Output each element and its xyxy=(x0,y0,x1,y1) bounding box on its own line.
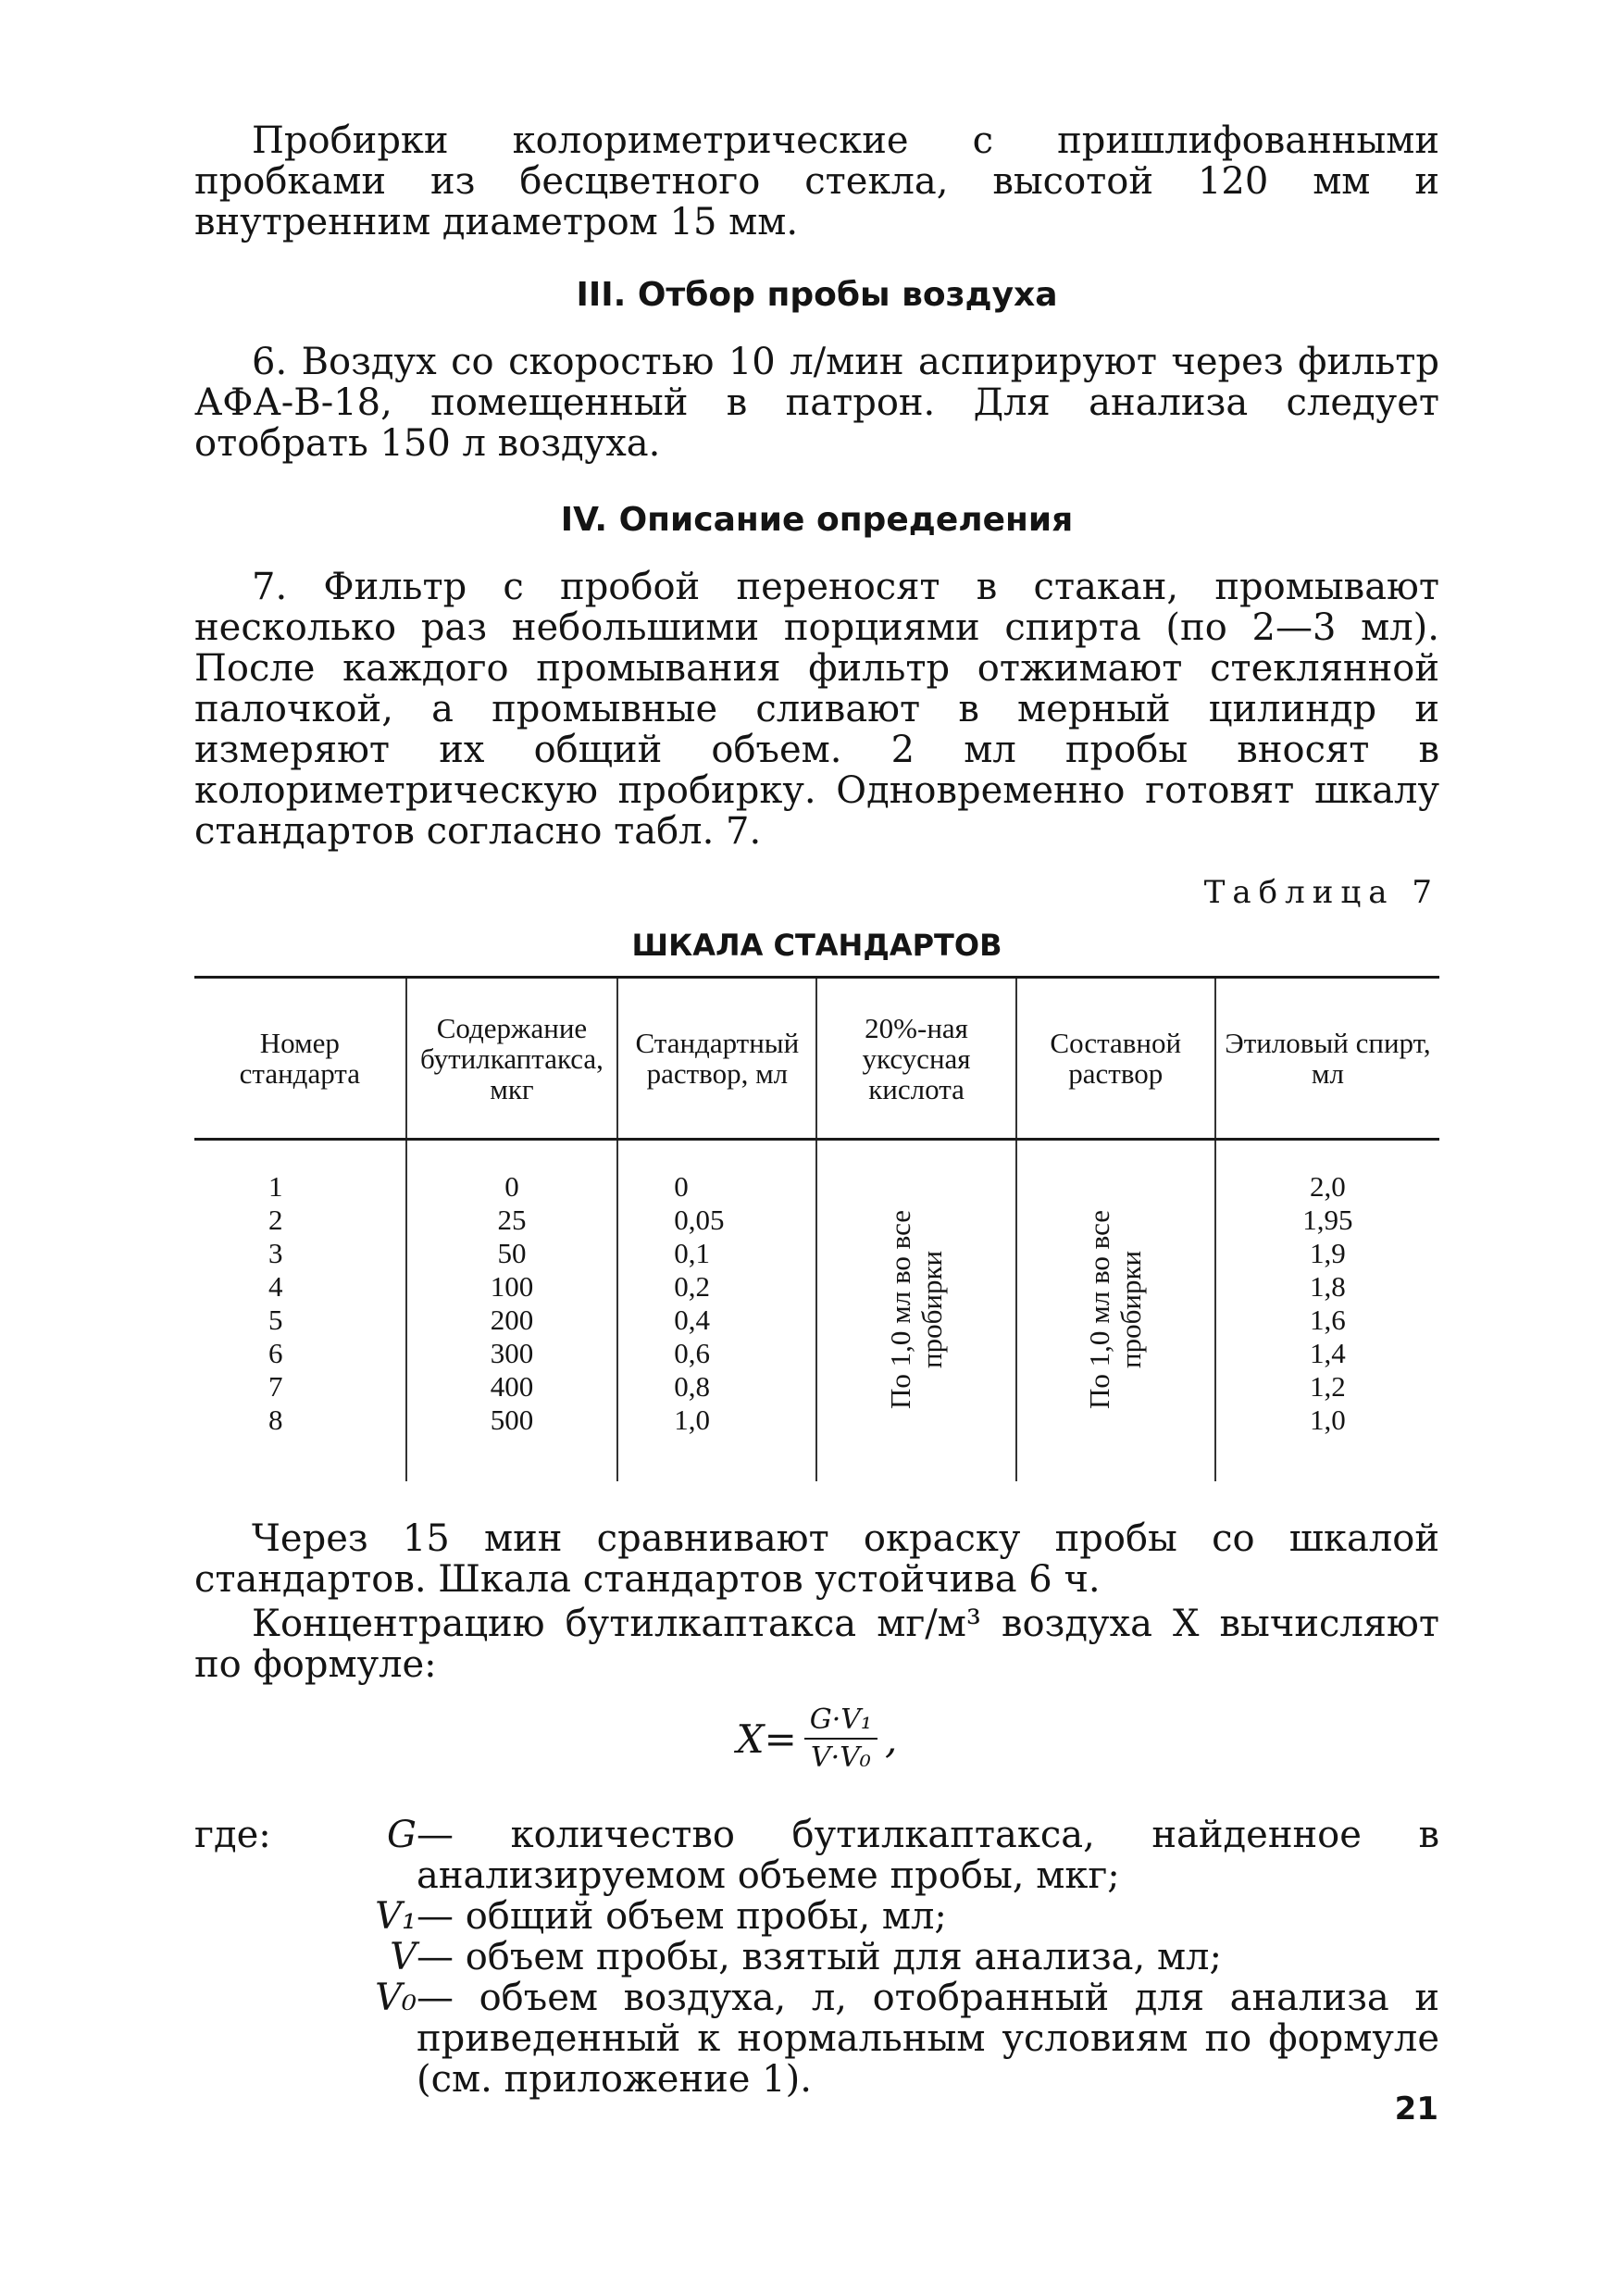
section-3-paragraph: 6. Воздух со скоростью 10 л/мин аспирируют через фильтр АФА-В-18, помещенный в патрон. Для анализа следует отобрать 150 л воздуха. xyxy=(194,341,1439,465)
definition-lead xyxy=(194,1896,417,1937)
table-cell: 0,6 xyxy=(674,1337,711,1369)
table-header-row xyxy=(194,978,1439,1140)
table-cell: 50 xyxy=(497,1237,527,1269)
definition-row xyxy=(194,1978,1439,2100)
column-standard-solution xyxy=(617,1140,816,1482)
table-cell: 0 xyxy=(674,1170,689,1203)
column-content xyxy=(406,1140,618,1482)
section-4-heading: IV. Описание определения xyxy=(560,501,1074,539)
table-body-row xyxy=(194,1140,1439,1482)
table-cell: 200 xyxy=(490,1304,534,1336)
table-cell: 0,1 xyxy=(674,1237,711,1269)
table-cell: 0,05 xyxy=(674,1204,725,1236)
definition-lead xyxy=(194,1978,417,2100)
table-cell: 7 xyxy=(268,1370,283,1403)
page-number: 21 xyxy=(1394,2090,1438,2128)
table-cell: 1 xyxy=(268,1170,283,1203)
definition-symbol: V₀ xyxy=(375,1977,417,2019)
table-cell: 1,8 xyxy=(1310,1270,1346,1303)
formula-lhs: X= xyxy=(736,1716,797,1762)
column-standard-number xyxy=(194,1140,406,1482)
definition-text: — общий объем пробы, мл; xyxy=(417,1895,947,1938)
definition-row xyxy=(194,1937,1439,1978)
column-acetic-acid xyxy=(816,1140,1015,1482)
formula-trail: , xyxy=(884,1716,898,1762)
header-acetic-acid: 20%-ная уксусная кислота xyxy=(816,978,1015,1140)
definition-lead xyxy=(194,1937,417,1978)
intro-paragraph: Пробирки колориметрические с пришлифованными пробками из бесцветного стекла, высотой 120 мм и внутренним диаметром 15 мм. xyxy=(194,119,1439,243)
table-label: Таблица 7 xyxy=(1203,874,1439,911)
after-paragraph-1: Через 15 мин сравнивают окраску пробы со шкалой стандартов. Шкала стандартов устойчива 6 ч. xyxy=(194,1517,1439,1601)
definition-text: — объем воздуха, л, отобранный для анализа и приведенный к нормальным условиям по формуле (см. приложение 1). xyxy=(417,1977,1439,2101)
composite-solution-note: По 1,0 мл во все пробирки xyxy=(1083,1209,1148,1409)
table-cell: 1,4 xyxy=(1310,1337,1346,1369)
table-cell: 400 xyxy=(490,1370,534,1403)
table-cell: 300 xyxy=(490,1337,534,1369)
header-ethanol: Этиловый спирт, мл xyxy=(1215,978,1439,1140)
table-cell: 100 xyxy=(490,1270,534,1303)
definition-text: — объем пробы, взятый для анализа, мл; xyxy=(417,1936,1222,1978)
definition-text: — количество бутилкаптакса, найденное в анализируемом объеме пробы, мкг; xyxy=(417,1814,1439,1897)
header-content: Содержание бутилкаптакса, мкг xyxy=(406,978,618,1140)
formula-numerator: G·V₁ xyxy=(804,1703,877,1740)
table-cell: 1,2 xyxy=(1310,1370,1346,1403)
acetic-acid-note: По 1,0 мл во все пробирки xyxy=(884,1209,949,1409)
table-cell: 5 xyxy=(268,1304,283,1336)
definition-row xyxy=(194,1815,1439,1896)
formula-denominator: V·V₀ xyxy=(810,1741,871,1774)
page-content xyxy=(194,120,1439,2100)
table-cell: 8 xyxy=(268,1404,283,1436)
table-cell: 0 xyxy=(504,1170,519,1203)
variable-definitions xyxy=(194,1815,1439,2100)
column-composite-solution xyxy=(1016,1140,1215,1482)
table-cell: 0,2 xyxy=(674,1270,711,1303)
table-cell: 1,0 xyxy=(674,1404,711,1436)
table-cell: 1,9 xyxy=(1310,1237,1346,1269)
header-composite-solution: Составной раствор xyxy=(1016,978,1215,1140)
table-cell: 1,6 xyxy=(1310,1304,1346,1336)
column-ethanol xyxy=(1215,1140,1439,1482)
definition-row xyxy=(194,1896,1439,1937)
table-cell: 1,95 xyxy=(1302,1204,1353,1236)
formula-fraction xyxy=(804,1703,877,1774)
standards-table xyxy=(194,976,1439,1481)
table-cell: 0,8 xyxy=(674,1370,711,1403)
table-cell: 500 xyxy=(490,1404,534,1436)
table-cell: 1,0 xyxy=(1310,1404,1346,1436)
concentration-formula xyxy=(194,1703,1439,1815)
definition-symbol: V₁ xyxy=(375,1895,417,1938)
formula xyxy=(737,1703,898,1774)
definition-symbol: G xyxy=(387,1814,417,1856)
header-standard-solution: Стандартный раствор, мл xyxy=(617,978,816,1140)
table-cell: 6 xyxy=(268,1337,283,1369)
definition-symbol: V xyxy=(390,1936,417,1978)
table-cell: 4 xyxy=(268,1270,283,1303)
table-cell: 3 xyxy=(268,1237,283,1269)
header-standard-number: Номер стандарта xyxy=(194,978,406,1140)
table-cell: 2 xyxy=(268,1204,283,1236)
table-cell: 25 xyxy=(497,1204,527,1236)
section-3-heading: III. Отбор пробы воздуха xyxy=(576,276,1058,314)
definition-lead xyxy=(194,1815,417,1896)
after-paragraph-2: Концентрацию бутилкаптакса мг/м³ воздуха X вычисляют по формуле: xyxy=(194,1603,1439,1686)
table-title: ШКАЛА СТАНДАРТОВ xyxy=(631,928,1002,963)
table-cell: 2,0 xyxy=(1310,1170,1346,1203)
section-4-paragraph: 7. Фильтр с пробой переносят в стакан, промывают несколько раз небольшими порциями спирта (по 2—3 мл). После каждого промывания фильтр отжимают стеклянной палочкой, а промывные сливают в мерный цилиндр и измеряют их общий объем. 2 мл пробы вносят в колориметрическую пробирку. Одновременно готовят шкалу стандартов согласно табл. 7. xyxy=(194,566,1439,853)
where-label: где: xyxy=(194,1814,271,1856)
table-cell: 0,4 xyxy=(674,1304,711,1336)
